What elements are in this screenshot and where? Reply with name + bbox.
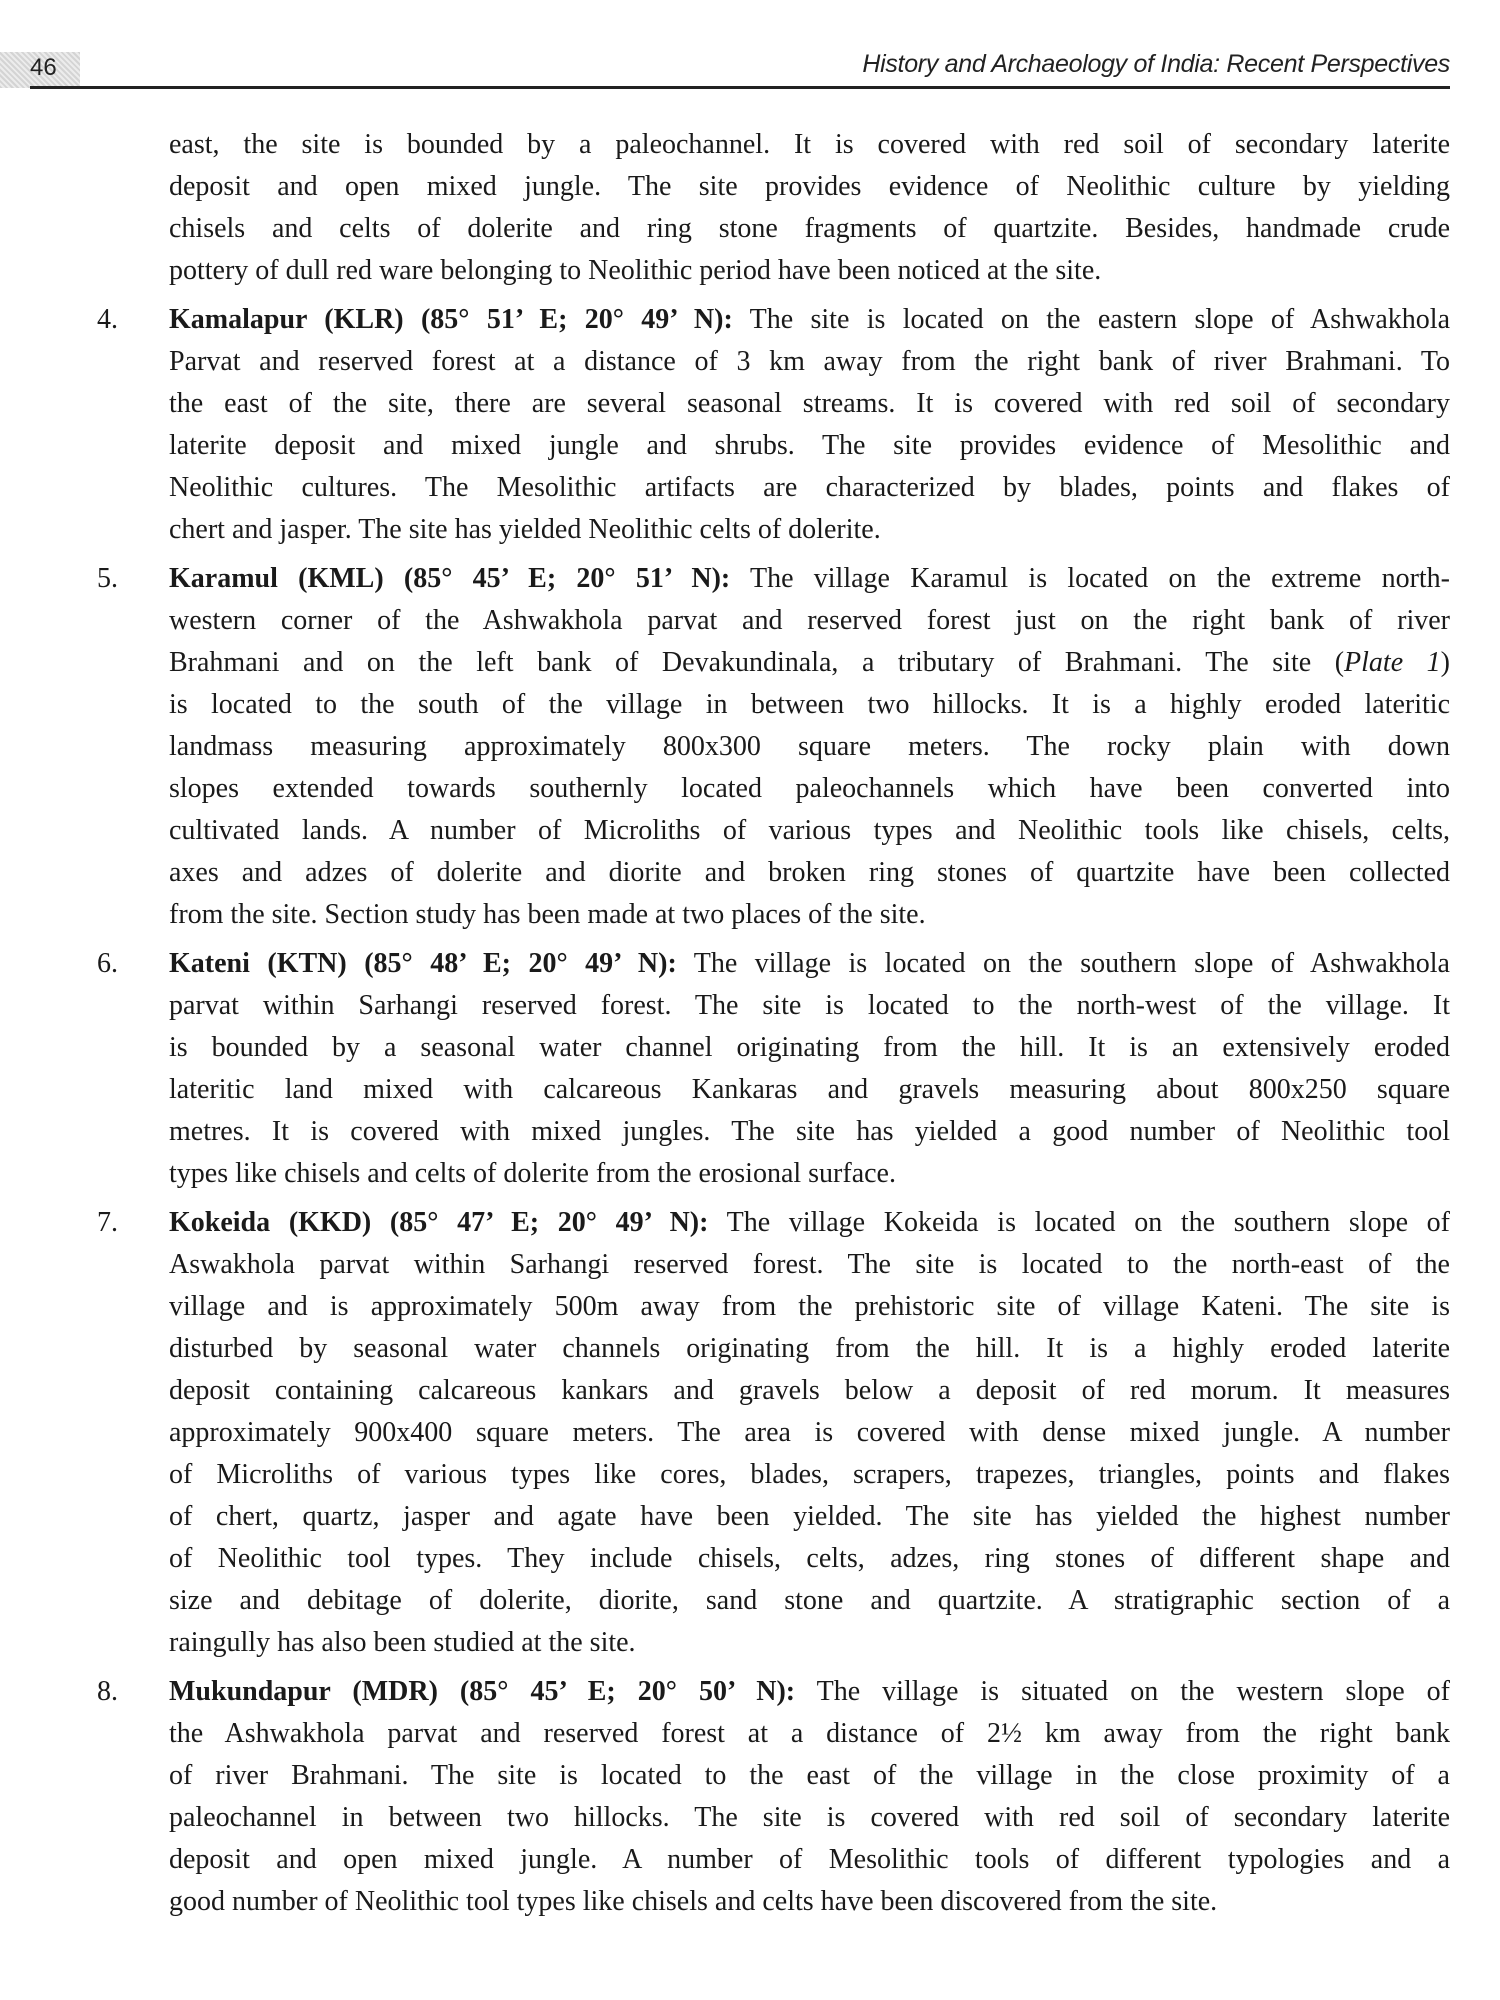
text-line: chert and jasper. The site has yielded Neolithic celts of dolerite.	[169, 514, 881, 545]
item-number: 7.	[97, 1207, 118, 1238]
text-segment: The site is located on the eastern slope of Ashwakhola	[732, 304, 1450, 335]
text-line: the east of the site, there are several seasonal streams. It is covered with red soil of secondary	[169, 388, 1450, 419]
site-title: Kateni (KTN) (85° 48’ E; 20° 49’ N):	[169, 948, 677, 979]
text-line	[169, 299, 1450, 341]
text-line: is located to the south of the village in between two hillocks. It is a highly eroded lateritic	[169, 689, 1450, 720]
text-line: landmass measuring approximately 800x300 square meters. The rocky plain with down	[169, 731, 1450, 762]
text-line: good number of Neolithic tool types like chisels and celts have been discovered from the site.	[169, 1886, 1218, 1917]
site-title: Kokeida (KKD) (85° 47’ E; 20° 49’ N):	[169, 1207, 709, 1238]
site-title: Kamalapur (KLR) (85° 51’ E; 20° 49’ N):	[169, 304, 733, 335]
text-line	[169, 1671, 1450, 1713]
text-segment: The village Kokeida is located on the southern slope of	[708, 1207, 1450, 1238]
item-number: 4.	[97, 304, 118, 335]
text-line	[169, 558, 1450, 600]
text-line: of Microliths of various types like cores, blades, scrapers, trapezes, triangles, points and flakes	[169, 1459, 1450, 1490]
text-line: east, the site is bounded by a paleochannel. It is covered with red soil of secondary laterite	[169, 129, 1450, 160]
text-line: of chert, quartz, jasper and agate have been yielded. The site has yielded the highest number	[169, 1501, 1450, 1532]
text-line: approximately 900x400 square meters. The area is covered with dense mixed jungle. A number	[169, 1417, 1450, 1448]
text-segment: The village is situated on the western slope of	[795, 1676, 1450, 1707]
item-number: 5.	[97, 563, 118, 594]
text-line: of river Brahmani. The site is located to the east of the village in the close proximity of a	[169, 1760, 1450, 1791]
text-line: Aswakhola parvat within Sarhangi reserved forest. The site is located to the north-east of the	[169, 1249, 1450, 1280]
text-line: from the site. Section study has been made at two places of the site.	[169, 899, 926, 930]
running-title: History and Archaeology of India: Recent Perspectives	[862, 50, 1450, 78]
site-title: Karamul (KML) (85° 45’ E; 20° 51’ N):	[169, 563, 731, 594]
text-line: laterite deposit and mixed jungle and shrubs. The site provides evidence of Mesolithic and	[169, 430, 1450, 461]
text-line: chisels and celts of dolerite and ring stone fragments of quartzite. Besides, handmade crude	[169, 213, 1450, 244]
list-item	[97, 1671, 1450, 1923]
text-line: paleochannel in between two hillocks. The site is covered with red soil of secondary laterite	[169, 1802, 1450, 1833]
text-line: western corner of the Ashwakhola parvat and reserved forest just on the right bank of river	[169, 605, 1450, 636]
site-title: Mukundapur (MDR) (85° 45’ E; 20° 50’ N):	[169, 1676, 796, 1707]
text-line: deposit and open mixed jungle. A number of Mesolithic tools of different typologies and a	[169, 1844, 1450, 1875]
text-line: types like chisels and celts of dolerite from the erosional surface.	[169, 1158, 896, 1189]
list-item	[97, 558, 1450, 936]
list-item	[97, 1202, 1450, 1664]
text-line	[169, 943, 1450, 985]
text-line: Parvat and reserved forest at a distance of 3 km away from the right bank of river Brahmani. To	[169, 346, 1450, 377]
text-line: deposit and open mixed jungle. The site provides evidence of Neolithic culture by yielding	[169, 171, 1450, 202]
list-item	[97, 299, 1450, 551]
text-line: the Ashwakhola parvat and reserved forest at a distance of 2½ km away from the right bank	[169, 1718, 1450, 1749]
item-number: 6.	[97, 948, 118, 979]
text-line: Brahmani and on the left bank of Devakundinala, a tributary of Brahmani. The site (Plate 1)	[169, 647, 1450, 678]
text-line: axes and adzes of dolerite and diorite and broken ring stones of quartzite have been collected	[169, 857, 1450, 888]
text-line: Neolithic cultures. The Mesolithic artifacts are characterized by blades, points and flakes of	[169, 472, 1450, 503]
text-line: disturbed by seasonal water channels originating from the hill. It is a highly eroded laterite	[169, 1333, 1450, 1364]
text-line: metres. It is covered with mixed jungles. The site has yielded a good number of Neolithic tool	[169, 1116, 1450, 1147]
plate-reference: Plate 1	[1344, 647, 1441, 678]
list-item	[97, 943, 1450, 1195]
text-line: of Neolithic tool types. They include chisels, celts, adzes, ring stones of different shape and	[169, 1543, 1450, 1574]
item-number: 8.	[97, 1676, 118, 1707]
body-text	[97, 124, 1450, 1923]
page-number: 46	[30, 54, 57, 81]
text-line: is bounded by a seasonal water channel originating from the hill. It is an extensively eroded	[169, 1032, 1450, 1063]
text-line: lateritic land mixed with calcareous Kankaras and gravels measuring about 800x250 square	[169, 1074, 1450, 1105]
text-line: slopes extended towards southernly located paleochannels which have been converted into	[169, 773, 1450, 804]
text-line: cultivated lands. A number of Microliths of various types and Neolithic tools like chisels, celts,	[169, 815, 1450, 846]
text-segment: The village is located on the southern slope of Ashwakhola	[676, 948, 1450, 979]
intro-paragraph	[169, 124, 1450, 292]
site-list	[97, 299, 1450, 1923]
text-line: raingully has also been studied at the site.	[169, 1627, 636, 1658]
text-line	[169, 1202, 1450, 1244]
text-line: deposit containing calcareous kankars and gravels below a deposit of red morum. It measures	[169, 1375, 1450, 1406]
text-line: parvat within Sarhangi reserved forest. The site is located to the north-west of the village. It	[169, 990, 1450, 1021]
text-segment: The village Karamul is located on the extreme north-	[730, 563, 1450, 594]
text-line: size and debitage of dolerite, diorite, sand stone and quartzite. A stratigraphic section of a	[169, 1585, 1450, 1616]
text-line: pottery of dull red ware belonging to Neolithic period have been noticed at the site.	[169, 255, 1102, 286]
text-line: village and is approximately 500m away from the prehistoric site of village Kateni. The site is	[169, 1291, 1450, 1322]
header-rule	[30, 86, 1450, 89]
